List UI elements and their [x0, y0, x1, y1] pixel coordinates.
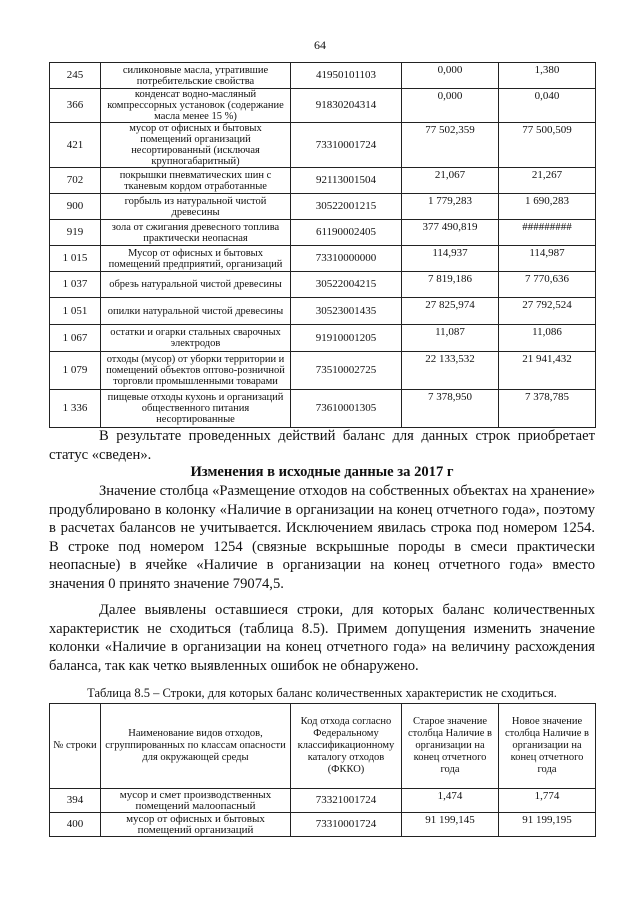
cell-old-value: 11,087 [402, 325, 499, 352]
cell-row-number: 1 015 [50, 246, 101, 272]
cell-row-number: 1 079 [50, 352, 101, 390]
cell-old-value: 7 378,950 [402, 390, 499, 428]
cell-new-value: 27 792,524 [499, 298, 596, 325]
table-row [50, 789, 596, 813]
cell-fkko-code: 73321001724 [291, 789, 402, 813]
cell-new-value: 0,040 [499, 89, 596, 123]
cell-row-number: 900 [50, 194, 101, 220]
cell-waste-name: мусор от офисных и бытовых помещений организаций [101, 813, 291, 837]
cell-new-value: 114,987 [499, 246, 596, 272]
cell-old-value: 21,067 [402, 168, 499, 194]
cell-old-value: 7 819,186 [402, 272, 499, 298]
cell-new-value: 1 690,283 [499, 194, 596, 220]
page-number: 64 [314, 38, 326, 52]
table-row [50, 325, 596, 352]
cell-waste-name: остатки и огарки стальных сварочных электродов [101, 325, 291, 352]
cell-waste-name: конденсат водно-масляный компрессорных установок (содержание масла менее 15 %) [101, 89, 291, 123]
table-row [50, 390, 596, 428]
cell-new-value: 7 378,785 [499, 390, 596, 428]
cell-new-value: 11,086 [499, 325, 596, 352]
header-new-value: Новое значение столбца Наличие в организации на конец отчетного года [499, 704, 596, 789]
table-row [50, 63, 596, 89]
cell-waste-name: горбыль из натуральной чистой древесины [101, 194, 291, 220]
cell-waste-name: обрезь натуральной чистой древесины [101, 272, 291, 298]
cell-row-number: 919 [50, 220, 101, 246]
cell-new-value: 77 500,509 [499, 123, 596, 168]
table-row [50, 352, 596, 390]
cell-row-number: 1 336 [50, 390, 101, 428]
header-waste-name: Наименование видов отходов, сгруппированных по классам опасности для окружающей среды [101, 704, 291, 789]
cell-fkko-code: 73310000000 [291, 246, 402, 272]
header-old-value: Старое значение столбца Наличие в организации на конец отчетного года [402, 704, 499, 789]
data-table-continued [49, 62, 596, 428]
table-row [50, 168, 596, 194]
cell-fkko-code: 91910001205 [291, 325, 402, 352]
cell-fkko-code: 92113001504 [291, 168, 402, 194]
table-row [50, 89, 596, 123]
cell-new-value: 91 199,195 [499, 813, 596, 837]
cell-new-value: 1,380 [499, 63, 596, 89]
cell-fkko-code: 91830204314 [291, 89, 402, 123]
cell-old-value: 0,000 [402, 89, 499, 123]
cell-row-number: 394 [50, 789, 101, 813]
cell-row-number: 702 [50, 168, 101, 194]
cell-old-value: 77 502,359 [402, 123, 499, 168]
cell-old-value: 0,000 [402, 63, 499, 89]
cell-waste-name: покрышки пневматических шин с тканевым кордом отработанные [101, 168, 291, 194]
cell-new-value: ######### [499, 220, 596, 246]
paragraph-remaining-rows: Далее выявлены оставшиеся строки, для которых баланс количественных характеристик не сходиться (таблица 8.5). Примем допущения изменить значение колонки «Наличие в организации на конец отчетного года» на величину расхождения баланса, так как четко выявленных ошибок не обнаружено. [49, 602, 595, 674]
cell-row-number: 366 [50, 89, 101, 123]
cell-old-value: 377 490,819 [402, 220, 499, 246]
cell-fkko-code: 73310001724 [291, 813, 402, 837]
cell-waste-name: мусор от офисных и бытовых помещений организаций несортированный (исключая крупногабаритный) [101, 123, 291, 168]
table-row [50, 123, 596, 168]
cell-waste-name: Мусор от офисных и бытовых помещений предприятий, организаций [101, 246, 291, 272]
paragraph-balance-result: В результате проведенных действий баланс для данных строк приобретает статус «сведен». [49, 428, 595, 463]
cell-fkko-code: 73310001724 [291, 123, 402, 168]
section-heading: Изменения в исходные данные за 2017 г [190, 464, 454, 480]
paragraph-changes-2017: Значение столбца «Размещение отходов на собственных объектах на хранение» продублировано в колонку «Наличие в организации на конец отчетного года», поэтому в расчетах балансов не учитывается. Исключением явилась строка под номером 1254. В строке под номером 1254 (связные вскрышные породы в смеси практически неопасные) в ячейке «Наличие в организации на конец отчетного года» вместо значения 0 принято значение 79074,5. [49, 483, 595, 592]
cell-new-value: 21,267 [499, 168, 596, 194]
header-row-number: № строки [50, 704, 101, 789]
cell-fkko-code: 73510002725 [291, 352, 402, 390]
cell-waste-name: пищевые отходы кухонь и организаций общественного питания несортированные [101, 390, 291, 428]
cell-fkko-code: 30523001435 [291, 298, 402, 325]
cell-fkko-code: 61190002405 [291, 220, 402, 246]
cell-row-number: 245 [50, 63, 101, 89]
cell-waste-name: силиконовые масла, утратившие потребительские свойства [101, 63, 291, 89]
cell-old-value: 1 779,283 [402, 194, 499, 220]
cell-new-value: 7 770,636 [499, 272, 596, 298]
cell-new-value: 1,774 [499, 789, 596, 813]
table-row [50, 246, 596, 272]
cell-new-value: 21 941,432 [499, 352, 596, 390]
cell-fkko-code: 41950101103 [291, 63, 402, 89]
cell-waste-name: зола от сжигания древесного топлива практически неопасная [101, 220, 291, 246]
cell-fkko-code: 30522001215 [291, 194, 402, 220]
cell-waste-name: отходы (мусор) от уборки территории и помещений объектов оптово-розничной торговли промышленными товарами [101, 352, 291, 390]
cell-row-number: 1 037 [50, 272, 101, 298]
table-row [50, 272, 596, 298]
cell-row-number: 1 051 [50, 298, 101, 325]
cell-row-number: 400 [50, 813, 101, 837]
cell-fkko-code: 30522004215 [291, 272, 402, 298]
cell-row-number: 421 [50, 123, 101, 168]
cell-old-value: 27 825,974 [402, 298, 499, 325]
cell-old-value: 22 133,532 [402, 352, 499, 390]
header-fkko-code: Код отхода согласно Федеральному классификационному каталогу отходов (ФККО) [291, 704, 402, 789]
table-row [50, 813, 596, 837]
table-caption: Таблица 8.5 – Строки, для которых баланс количественных характеристик не сходиться. [87, 686, 557, 700]
cell-old-value: 1,474 [402, 789, 499, 813]
cell-row-number: 1 067 [50, 325, 101, 352]
table-8-5 [49, 703, 596, 837]
cell-waste-name: опилки натуральной чистой древесины [101, 298, 291, 325]
cell-old-value: 114,937 [402, 246, 499, 272]
cell-old-value: 91 199,145 [402, 813, 499, 837]
table-row [50, 220, 596, 246]
table-row [50, 298, 596, 325]
table-row [50, 194, 596, 220]
cell-fkko-code: 73610001305 [291, 390, 402, 428]
cell-waste-name: мусор и смет производственных помещений малоопасный [101, 789, 291, 813]
